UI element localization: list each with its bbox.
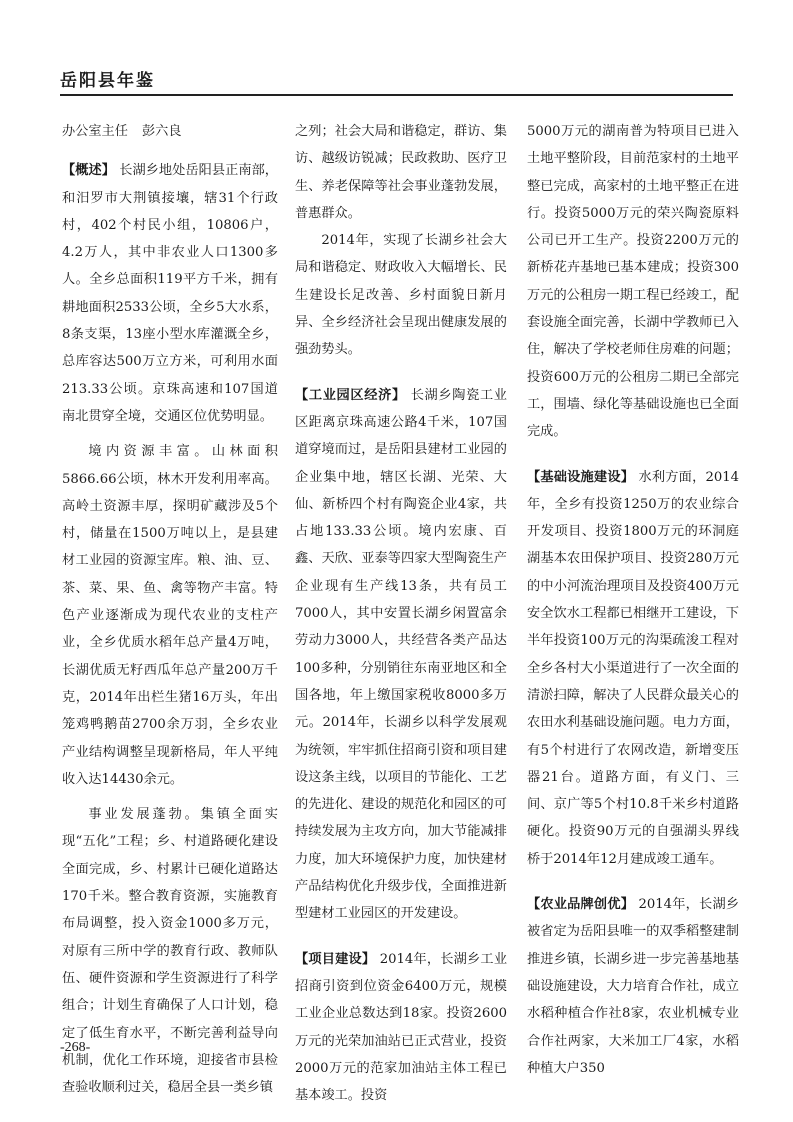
section-industrial-park	[295, 382, 507, 928]
author-name: 彭六良	[141, 124, 182, 139]
author-line	[62, 118, 278, 145]
section-body-overview: 长湖乡地处岳阳县正南部，和汨罗市大荆镇接壤，辖31个行政村，402个村民小组，10806户，4.2万人，其中非农业人口1300多人。全乡总面积119平方千米，拥有耕地面积2533公顷，全乡5大水系，8条支渠，13座小型水库灌溉全乡，总库容达500万立方米，可利用水面213.33公顷。京珠高速和107国道南北贯穿全境，交通区位优势明显。	[62, 163, 278, 424]
page-number: -268-	[60, 1040, 91, 1055]
paragraph-projects-continued: 5000万元的湖南普为特项目已进入土地平整阶段，目前范家村的土地平整已完成，高家村的土地平整正在进行。投资5000万元的荣兴陶瓷原料公司已开工生产。投资2200万元的新桥花卉基地已基本建成；投资300万元的公租房一期工程已经竣工，配套设施全面完善，长湖中学教师已入住，解决了学校老师住房难的问题；投资600万元的公租房二期已全部完工，围墙、绿化等基础设施也已全面完成。	[527, 124, 739, 440]
text-column-right	[527, 118, 739, 1082]
paragraph-summary-2014: 2014年，实现了长湖乡社会大局和谐稳定、财政收入大幅增长、民生建设长足改善、乡村面貌日新月异、全乡经济社会呈现出健康发展的强劲势头。	[295, 233, 507, 358]
section-infrastructure	[527, 464, 739, 873]
section-body-infrastructure: 水利方面，2014年，全乡有投资1250万的农业综合开发项目、投资1800万元的环洞庭湖基本农田保护项目、投资280万元的中小河流治理项目及投资400万元安全饮水工程都已相继开工建设，下半年投资100万元的沟渠疏浚工程对全乡各村大小渠道进行了一次全面的清淤扫障，解决了人民群众最关心的农田水利基础设施问题。电力方面，有5个村进行了农网改造，新增变压器21台。道路方面，有义门、三间、京广等5个村10.8千米乡村道路硬化。投资90万元的自强湖头界线桥于2014年12月建成竣工通车。	[527, 469, 740, 867]
section-body-agri-brand: 2014年，长湖乡被省定为岳阳县唯一的双季稻整建制推进乡镇，长湖乡进一步完善基地基础设施建设，大力培育合作社，成立水稻种植合作社8家，农业机械专业合作社两家，大米加工厂4家，水稻种植大户350	[527, 897, 740, 1076]
section-heading-projects: 【项目建设】	[295, 951, 376, 967]
section-body-industrial-park: 长湖乡陶瓷工业区距离京珠高速公路4千米，107国道穿境而过，是岳阳县建材工业园的企业集中地，辖区长湖、光荣、大仙、新桥四个村有陶瓷企业4家，共占地133.33公顷。境内宏康、百鑫、天欣、亚泰等四家大型陶瓷生产企业现有生产线13条，共有员工7000人，其中安置长湖乡闲置富余劳动力3000人，共经营各类产品达100多种，分别销往东南亚地区和全国各地，年上缴国家税收8000多万元。2014年，长湖乡以科学发展观为统领，牢牢抓住招商引资和项目建设这条主线，以项目的节能化、工艺的先进化、建设的规范化和园区的可持续发展为主攻方向，加大节能减排力度，加大环境保护力度，加快建材产品结构优化升级步伐，全面推进新型建材工业园区的开发建设。	[295, 387, 507, 922]
running-header-title: 岳阳县年鉴	[60, 71, 155, 91]
section-heading-industrial-park: 【工业园区经济】	[295, 387, 406, 403]
text-column-left	[62, 118, 278, 1101]
section-overview	[62, 157, 278, 430]
section-agri-brand	[527, 891, 739, 1082]
paragraph-development: 事业发展蓬勃。集镇全面实现“五化”工程；乡、村道路硬化建设全面完成，乡、村累计已硬化道路达170千米。整合教育资源，实施教育布局调整，投入资金1000多万元，对原有三所中学的教育行政、教师队伍、硬件资源和学生资源进行了科学组合；计划生育确保了人口计划，稳定了低生育水平，不断完善利益导向机制，优化工作环境，迎接省市县检查验收顺利过关，稳居全县一类乡镇	[62, 807, 278, 1096]
text-column-middle	[295, 118, 507, 1109]
header-divider	[60, 94, 733, 96]
section-body-projects: 2014年，长湖乡工业招商引资到位资金6400万元，规模工业企业总数达到18家。投资2600万元的光荣加油站已正式营业，投资2000万元的范家加油站主体工程已基本竣工。投资	[295, 951, 508, 1104]
section-projects	[295, 946, 507, 1110]
section-heading-infrastructure: 【基础设施建设】	[527, 469, 635, 485]
author-role: 办公室主任	[62, 124, 128, 139]
paragraph-resources: 境内资源丰富。山林面积5866.66公顷，林木开发利用率高。高岭土资源丰厚，探明矿藏涉及5个村，储量在1500万吨以上，是县建材工业园的资源宝库。粮、油、豆、茶、菜、果、鱼、禽等物产丰富。特色产业逐渐成为现代农业的支柱产业，全乡优质水稻年总产量4万吨，长湖优质无籽西瓜年总产量200万千克，2014年出栏生猪16万头，年出笼鸡鸭鹅苗2700余万羽，全乡农业产业结构调整呈现新格局，年人平纯收入达14430余元。	[62, 444, 278, 787]
paragraph-continuation: 之列；社会大局和谐稳定，群访、集访、越级访锐减；民政救助、医疗卫生、养老保障等社会事业蓬勃发展，普惠群众。	[295, 124, 507, 221]
section-heading-agri-brand: 【农业品牌创优】	[527, 897, 635, 913]
section-heading-overview: 【概述】	[62, 163, 115, 179]
